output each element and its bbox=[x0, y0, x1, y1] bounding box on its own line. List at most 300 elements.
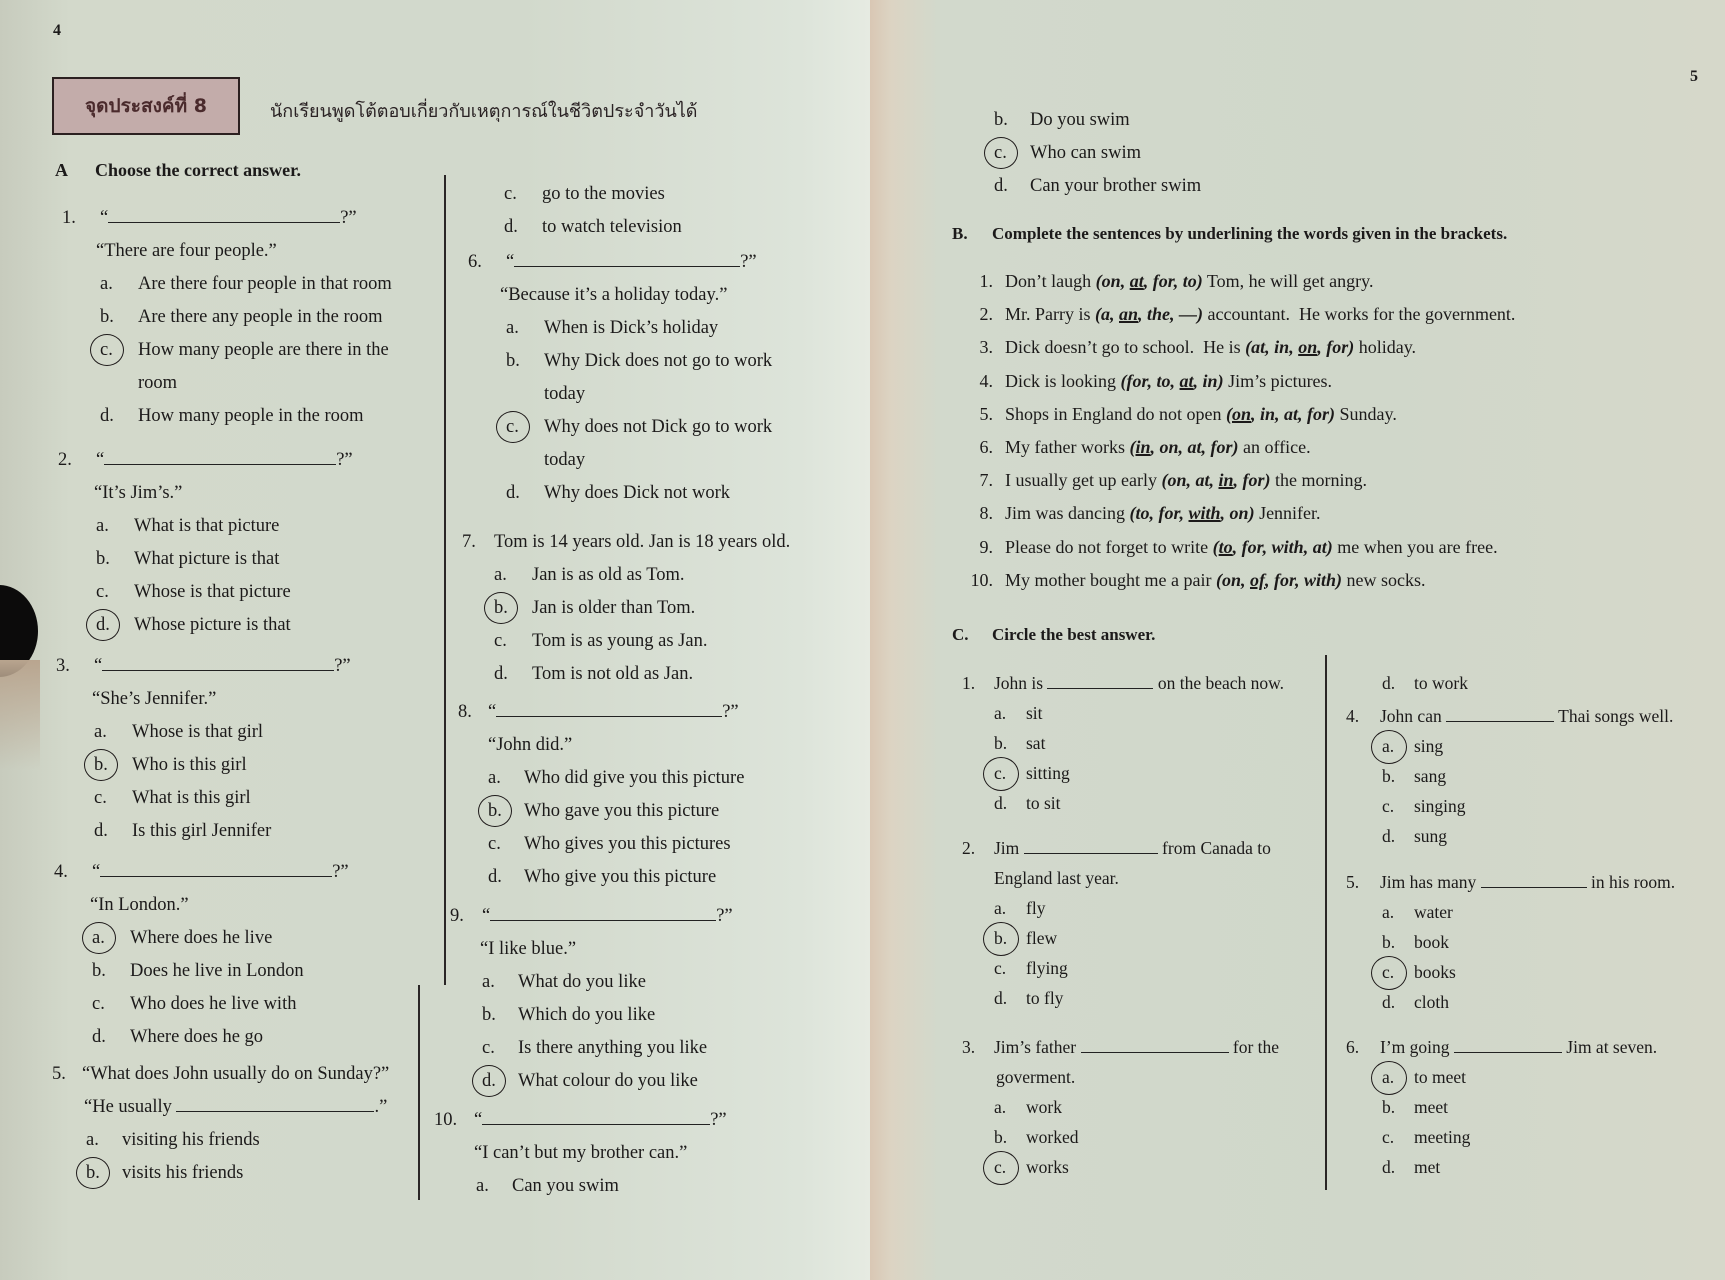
section-b-sentence bbox=[955, 299, 1515, 329]
option-text: Who gave you this picture bbox=[524, 801, 720, 821]
bracket-choice[interactable]: for bbox=[1152, 271, 1174, 291]
sentence-start: Don’t laugh bbox=[1005, 271, 1096, 291]
option-letter: b. bbox=[506, 351, 520, 371]
circled-answer-letter: d. bbox=[482, 1065, 512, 1098]
objective-text: นักเรียนพูดโต้ตอบเกี่ยวกับเหตุการณ์ในชีวิตประจำวันได้ bbox=[270, 101, 698, 122]
sentence-end: me when you are free. bbox=[1332, 536, 1498, 557]
bracket-choices: (at, in, on, for) bbox=[1245, 337, 1355, 358]
option-letter: a. bbox=[1382, 902, 1395, 922]
sentence-start: I’m going bbox=[1380, 1037, 1450, 1057]
response: “Because it’s a holiday today.” bbox=[500, 285, 728, 305]
answer-blank bbox=[108, 221, 340, 223]
option-letter: c. bbox=[482, 1038, 495, 1058]
option-text-continued: today bbox=[544, 450, 586, 470]
sentence-start: John is bbox=[994, 673, 1044, 693]
option-text: flying bbox=[1026, 958, 1068, 978]
bracket-choices: (on, in, at, for) bbox=[1226, 403, 1336, 424]
option-text: Who did give you this picture bbox=[524, 768, 745, 788]
option-text: Do you swim bbox=[1030, 110, 1130, 130]
page-number-right: 5 bbox=[1690, 68, 1698, 85]
response: “She’s Jennifer.” bbox=[92, 689, 217, 709]
option-text: to fly bbox=[1026, 988, 1064, 1008]
option-text: flew bbox=[1026, 928, 1058, 948]
option-text: visiting his friends bbox=[122, 1130, 260, 1150]
response-start: “He usually bbox=[84, 1097, 172, 1117]
option-letter: c. bbox=[994, 958, 1007, 978]
bracket-choice[interactable]: in bbox=[1274, 337, 1290, 358]
sentence-start: Jim was dancing bbox=[1005, 503, 1130, 524]
option-text: Jan is as old as Tom. bbox=[532, 565, 685, 585]
option-text: visits his friends bbox=[122, 1163, 244, 1183]
section-b-sentence bbox=[955, 565, 1426, 595]
section-c-column-divider bbox=[1325, 655, 1327, 1190]
response: “John did.” bbox=[488, 735, 573, 755]
question-number: 8. bbox=[458, 702, 472, 722]
section-b-heading bbox=[952, 224, 1507, 244]
bracket-choice[interactable]: with bbox=[1188, 503, 1221, 524]
option-letter: a. bbox=[96, 516, 109, 536]
open-quote: “ bbox=[506, 252, 515, 272]
sentence-end: the morning. bbox=[1270, 470, 1368, 491]
option-letter: b. bbox=[96, 549, 110, 569]
question-number: 6. bbox=[1346, 1037, 1360, 1057]
bracket-choice[interactable]: on bbox=[1298, 337, 1318, 358]
option-text: What is that picture bbox=[134, 516, 280, 536]
circled-answer-letter: c. bbox=[1382, 957, 1412, 987]
option-text: What colour do you like bbox=[518, 1071, 698, 1091]
question-number: 2. bbox=[962, 838, 976, 858]
option-text: Tom is not old as Jan. bbox=[532, 664, 694, 684]
question-number: 9. bbox=[450, 906, 464, 926]
option-letter: d. bbox=[994, 793, 1008, 813]
sentence-end: in his room. bbox=[1591, 872, 1676, 892]
option-text: water bbox=[1414, 902, 1453, 922]
bracket-choice[interactable]: at bbox=[1195, 470, 1210, 491]
option-letter: b. bbox=[994, 110, 1008, 130]
bracket-choice[interactable]: at bbox=[1312, 536, 1327, 557]
option-text: fly bbox=[1026, 898, 1046, 918]
sentence-number: 9. bbox=[979, 536, 993, 557]
option-text: Who can swim bbox=[1030, 143, 1141, 163]
option-letter: b. bbox=[1382, 766, 1396, 786]
bracket-choice[interactable]: for bbox=[1126, 370, 1148, 391]
bracket-choice[interactable]: for bbox=[1326, 337, 1349, 358]
option-letter: a. bbox=[994, 703, 1007, 723]
option-letter: a. bbox=[100, 274, 113, 294]
bracket-choice[interactable]: on bbox=[1232, 403, 1252, 424]
open-quote: “ bbox=[488, 702, 497, 722]
sentence-end: Sunday. bbox=[1335, 403, 1397, 424]
option-letter: a. bbox=[994, 898, 1007, 918]
answer-blank bbox=[496, 715, 722, 717]
sentence-end: accountant. He works for the government. bbox=[1203, 304, 1516, 325]
option-text: Are there any people in the room bbox=[138, 307, 383, 327]
bracket-choice[interactable]: a bbox=[1101, 304, 1110, 325]
response: “There are four people.” bbox=[96, 241, 277, 261]
response: “It’s Jim’s.” bbox=[94, 483, 183, 503]
column-divider-lower bbox=[418, 985, 420, 1200]
option-text: When is Dick’s holiday bbox=[544, 318, 719, 338]
bracket-choice[interactable]: the bbox=[1147, 304, 1171, 325]
sentence-end: holiday. bbox=[1354, 337, 1417, 358]
circled-answer-letter: b. bbox=[994, 923, 1024, 953]
response: “I can’t but my brother can.” bbox=[474, 1143, 688, 1163]
section-b-sentence bbox=[955, 332, 1416, 362]
option-text: to watch television bbox=[542, 217, 682, 237]
option-letter: a. bbox=[506, 318, 519, 338]
option-text: sitting bbox=[1026, 763, 1070, 783]
sentence-end: from Canada to bbox=[1162, 838, 1271, 858]
bracket-choice[interactable]: to bbox=[1218, 536, 1233, 557]
answer-blank bbox=[1454, 1051, 1562, 1053]
circled-answer-letter: c. bbox=[994, 137, 1024, 170]
option-text: sit bbox=[1026, 703, 1043, 723]
answer-blank bbox=[482, 1123, 710, 1125]
sentence-end: Jennifer. bbox=[1254, 503, 1321, 524]
response: “I like blue.” bbox=[480, 939, 577, 959]
option-text: sat bbox=[1026, 733, 1046, 753]
option-text: Tom is as young as Jan. bbox=[532, 631, 708, 651]
option-text: Who is this girl bbox=[132, 755, 247, 775]
sentence-end: for the bbox=[1232, 1037, 1280, 1057]
bracket-choice[interactable]: on bbox=[1229, 503, 1249, 524]
answer-blank bbox=[1047, 687, 1153, 689]
open-quote: “ bbox=[92, 862, 101, 882]
sentence-start: I usually get up early bbox=[1005, 470, 1162, 491]
option-letter: d. bbox=[488, 867, 502, 887]
option-text: Who give you this picture bbox=[524, 867, 717, 887]
question-number: 3. bbox=[56, 656, 70, 676]
close-quote: ?” bbox=[740, 252, 757, 272]
bracket-choice[interactable]: in bbox=[1218, 470, 1234, 491]
bracket-choices: (to, for, with, on) bbox=[1129, 503, 1255, 524]
option-text: to meet bbox=[1414, 1067, 1466, 1087]
option-text: Does he live in London bbox=[130, 961, 304, 981]
sentence-number: 5. bbox=[979, 403, 993, 424]
bracket-choice[interactable]: at bbox=[1179, 370, 1194, 391]
answer-blank bbox=[102, 669, 334, 671]
bracket-choice[interactable]: for bbox=[1273, 569, 1295, 590]
option-text: Why Dick does not go to work bbox=[544, 351, 773, 371]
option-letter: d. bbox=[1382, 673, 1396, 693]
question-number: 7. bbox=[462, 532, 476, 552]
option-letter: b. bbox=[1382, 932, 1396, 952]
option-text: singing bbox=[1414, 796, 1466, 816]
option-text: Whose is that picture bbox=[134, 582, 291, 602]
option-letter: c. bbox=[488, 834, 501, 854]
option-letter: c. bbox=[94, 788, 107, 808]
option-letter: c. bbox=[494, 631, 507, 651]
option-letter: d. bbox=[1382, 992, 1396, 1012]
circled-answer-letter: c. bbox=[994, 1152, 1024, 1182]
bracket-choice[interactable]: to bbox=[1182, 271, 1197, 291]
option-text: meet bbox=[1414, 1097, 1449, 1117]
option-letter: d. bbox=[506, 483, 520, 503]
sentence-number: 1. bbox=[979, 271, 993, 291]
bracket-choice[interactable]: on bbox=[1221, 569, 1241, 590]
option-text: What picture is that bbox=[134, 549, 280, 569]
circled-answer-letter: c. bbox=[100, 334, 130, 367]
section-b-letter: B. bbox=[952, 224, 968, 243]
close-quote: ?” bbox=[710, 1110, 727, 1130]
bracket-choices: (for, to, at, in) bbox=[1120, 370, 1224, 391]
circled-answer-letter: b. bbox=[94, 749, 124, 782]
answer-blank bbox=[1024, 852, 1158, 854]
option-text: go to the movies bbox=[542, 184, 665, 204]
open-quote: “ bbox=[100, 208, 109, 228]
section-b-sentence bbox=[955, 532, 1498, 562]
sentence-end: Jim’s pictures. bbox=[1223, 370, 1333, 391]
option-text: worked bbox=[1026, 1127, 1079, 1147]
option-letter: b. bbox=[994, 733, 1008, 753]
objective-label-box bbox=[52, 77, 240, 135]
circled-answer-letter: c. bbox=[506, 411, 536, 444]
option-text: Where does he go bbox=[130, 1027, 264, 1047]
option-text: What is this girl bbox=[132, 788, 251, 808]
open-quote: “ bbox=[94, 656, 103, 676]
bracket-choices: (on, of, for, with) bbox=[1215, 569, 1343, 590]
option-letter: d. bbox=[1382, 1157, 1396, 1177]
sentence-continued: goverment. bbox=[996, 1067, 1076, 1087]
sentence-number: 10. bbox=[970, 569, 993, 590]
bracket-choices: (in, on, at, for) bbox=[1129, 437, 1239, 457]
open-quote: “ bbox=[96, 450, 105, 470]
section-c-title: Circle the best answer. bbox=[992, 625, 1156, 644]
bracket-choice[interactable]: to bbox=[1156, 370, 1171, 391]
page-number-left: 4 bbox=[53, 22, 61, 39]
close-quote: ?” bbox=[332, 862, 349, 882]
question-number: 10. bbox=[434, 1110, 458, 1130]
sentence-number: 6. bbox=[979, 437, 993, 457]
bracket-choice[interactable]: at bbox=[1129, 271, 1144, 291]
circled-answer-letter: b. bbox=[494, 592, 524, 625]
open-quote: “ bbox=[482, 906, 491, 926]
option-letter: a. bbox=[86, 1130, 99, 1150]
section-b-sentence bbox=[955, 266, 1373, 296]
sentence-number: 2. bbox=[979, 304, 993, 325]
bracket-choice[interactable]: for bbox=[1210, 437, 1233, 457]
sentence-end: an office. bbox=[1238, 437, 1311, 457]
option-text-continued: room bbox=[138, 373, 178, 393]
open-quote: “ bbox=[474, 1110, 483, 1130]
option-text: books bbox=[1414, 962, 1456, 982]
option-letter: a. bbox=[94, 722, 107, 742]
circled-answer-letter: b. bbox=[86, 1157, 116, 1190]
sentence-start: My mother bought me a pair bbox=[1005, 569, 1216, 590]
sentence-start: Jim has many bbox=[1380, 872, 1477, 892]
question-number: 5. bbox=[1346, 872, 1360, 892]
option-text: book bbox=[1414, 932, 1449, 952]
bracket-choice[interactable]: with bbox=[1304, 569, 1337, 590]
option-text: to work bbox=[1414, 673, 1468, 693]
option-letter: d. bbox=[94, 821, 108, 841]
circled-answer-letter: b. bbox=[488, 795, 518, 828]
option-text: sung bbox=[1414, 826, 1448, 846]
option-text: How many people in the room bbox=[138, 406, 364, 426]
option-letter: d. bbox=[1382, 826, 1396, 846]
option-text: cloth bbox=[1414, 992, 1449, 1012]
option-letter: b. bbox=[100, 307, 114, 327]
bracket-choice[interactable]: to bbox=[1135, 503, 1150, 524]
option-text: Are there four people in that room bbox=[138, 274, 392, 294]
option-text: Why does Dick not work bbox=[544, 483, 730, 503]
bracket-choice[interactable]: at bbox=[1251, 337, 1266, 358]
option-letter: b. bbox=[994, 1127, 1008, 1147]
option-text: What do you like bbox=[518, 972, 646, 992]
column-divider bbox=[444, 175, 446, 985]
sentence-start: Dick doesn’t go to school. He is bbox=[1005, 337, 1246, 358]
bracket-choice[interactable]: on bbox=[1101, 271, 1121, 291]
section-b-sentence bbox=[955, 366, 1332, 396]
option-text: Who does he live with bbox=[130, 994, 297, 1014]
sentence-end: Jim at seven. bbox=[1566, 1037, 1658, 1057]
bracket-choice[interactable]: in bbox=[1135, 437, 1151, 457]
option-text: Is this girl Jennifer bbox=[132, 821, 272, 841]
option-text: work bbox=[1026, 1097, 1062, 1117]
question-number: 1. bbox=[62, 208, 76, 228]
sentence-start: Mr. Parry is bbox=[1005, 304, 1095, 325]
bracket-choices: (to, for, with, at) bbox=[1212, 536, 1333, 557]
bracket-choice[interactable]: an bbox=[1119, 304, 1139, 325]
option-letter: a. bbox=[488, 768, 501, 788]
option-letter: a. bbox=[494, 565, 507, 585]
sentence-start: Dick is looking bbox=[1005, 370, 1121, 391]
question-number: 4. bbox=[54, 862, 68, 882]
response: “In London.” bbox=[90, 895, 189, 915]
bracket-choices: (on, at, for, to) bbox=[1095, 271, 1203, 291]
question-number: 4. bbox=[1346, 706, 1360, 726]
option-text: Jan is older than Tom. bbox=[532, 598, 696, 618]
sentence-end: on the beach now. bbox=[1157, 673, 1285, 693]
sentence-start: John can bbox=[1380, 706, 1442, 726]
option-letter: b. bbox=[482, 1005, 496, 1025]
option-text: Who gives you this pictures bbox=[524, 834, 731, 854]
circled-answer-letter: a. bbox=[1382, 731, 1412, 761]
answer-blank bbox=[100, 875, 332, 877]
close-quote: ?” bbox=[716, 906, 733, 926]
circled-answer-letter: c. bbox=[994, 758, 1024, 788]
sentence-start: Shops in England do not open bbox=[1005, 403, 1226, 424]
option-text: Can your brother swim bbox=[1030, 176, 1202, 196]
close-quote: ?” bbox=[334, 656, 351, 676]
section-b-sentence bbox=[955, 465, 1367, 495]
option-text: sing bbox=[1414, 736, 1444, 756]
question-prompt: Tom is 14 years old. Jan is 18 years old. bbox=[494, 532, 791, 552]
answer-blank bbox=[176, 1110, 374, 1112]
option-text: to sit bbox=[1026, 793, 1061, 813]
question-number: 6. bbox=[468, 252, 482, 272]
option-text-continued: today bbox=[544, 384, 586, 404]
option-text: Whose picture is that bbox=[134, 615, 291, 635]
option-letter: c. bbox=[92, 994, 105, 1014]
section-c-letter: C. bbox=[952, 625, 969, 644]
question-number: 5. bbox=[52, 1064, 66, 1084]
option-text: Which do you like bbox=[518, 1005, 656, 1025]
section-a-heading bbox=[55, 160, 301, 181]
option-text: met bbox=[1414, 1157, 1441, 1177]
question-number: 2. bbox=[58, 450, 72, 470]
sentence-start: Jim bbox=[994, 838, 1020, 858]
bracket-choice[interactable]: — bbox=[1179, 304, 1198, 325]
sentence-number: 7. bbox=[979, 470, 993, 491]
option-letter: c. bbox=[1382, 1127, 1395, 1147]
option-text: Why does not Dick go to work bbox=[544, 417, 773, 437]
answer-blank bbox=[514, 265, 740, 267]
answer-blank bbox=[1481, 886, 1587, 888]
bracket-choice[interactable]: in bbox=[1202, 370, 1218, 391]
section-c-heading bbox=[952, 625, 1155, 645]
answer-blank bbox=[1446, 720, 1554, 722]
sentence-end: Thai songs well. bbox=[1558, 706, 1674, 726]
option-text: Where does he live bbox=[130, 928, 273, 948]
section-a-letter: A bbox=[55, 160, 68, 180]
option-text: works bbox=[1026, 1157, 1069, 1177]
bracket-choice[interactable]: of bbox=[1249, 569, 1265, 590]
option-text: Can you swim bbox=[512, 1176, 619, 1196]
bracket-choice[interactable]: on bbox=[1167, 470, 1187, 491]
bracket-choice[interactable]: with bbox=[1271, 536, 1304, 557]
bracket-choice[interactable]: for bbox=[1241, 536, 1263, 557]
option-letter: a. bbox=[482, 972, 495, 992]
option-letter: c. bbox=[504, 184, 517, 204]
option-text: sang bbox=[1414, 766, 1447, 786]
option-letter: b. bbox=[1382, 1097, 1396, 1117]
option-letter: a. bbox=[476, 1176, 489, 1196]
close-quote: ?” bbox=[336, 450, 353, 470]
option-letter: d. bbox=[494, 664, 508, 684]
objective-label: จุดประสงค์ที่ 8 bbox=[85, 95, 207, 117]
bracket-choice[interactable]: for bbox=[1307, 403, 1330, 424]
question-number: 1. bbox=[962, 673, 976, 693]
bracket-choice[interactable]: in bbox=[1260, 403, 1276, 424]
option-letter: a. bbox=[994, 1097, 1007, 1117]
sentence-number: 3. bbox=[979, 337, 993, 358]
sentence-number: 8. bbox=[979, 503, 993, 524]
option-text: How many people are there in the bbox=[138, 340, 389, 360]
sentence-start: Please do not forget to write bbox=[1005, 536, 1213, 557]
bracket-choice[interactable]: at bbox=[1284, 403, 1299, 424]
sentence-continued: England last year. bbox=[994, 868, 1119, 888]
question-prompt: “What does John usually do on Sunday?” bbox=[82, 1064, 390, 1084]
bracket-choice[interactable]: for bbox=[1242, 470, 1265, 491]
option-text: meeting bbox=[1414, 1127, 1471, 1147]
bracket-choice[interactable]: for bbox=[1158, 503, 1180, 524]
bracket-choices: (a, an, the, —) bbox=[1095, 304, 1204, 325]
sentence-end: new socks. bbox=[1342, 569, 1426, 590]
section-a-title: Choose the correct answer. bbox=[95, 160, 301, 180]
option-text: Is there anything you like bbox=[518, 1038, 708, 1058]
option-letter: d. bbox=[100, 406, 114, 426]
option-letter: c. bbox=[1382, 796, 1395, 816]
close-quote: ?” bbox=[722, 702, 739, 722]
option-letter: b. bbox=[92, 961, 106, 981]
question-number: 3. bbox=[962, 1037, 976, 1057]
option-letter: d. bbox=[994, 176, 1008, 196]
close-quote: ?” bbox=[340, 208, 357, 228]
answer-blank bbox=[104, 463, 336, 465]
sentence-start: Jim’s father bbox=[994, 1037, 1077, 1057]
circled-answer-letter: d. bbox=[96, 609, 126, 642]
answer-blank bbox=[490, 919, 716, 921]
sentence-end: Tom, he will get angry. bbox=[1202, 271, 1374, 291]
binding-stain bbox=[0, 660, 40, 770]
option-text: Whose is that girl bbox=[132, 722, 264, 742]
sentence-number: 4. bbox=[979, 370, 993, 391]
section-b-sentence bbox=[955, 399, 1397, 429]
bracket-choice[interactable]: at bbox=[1187, 437, 1202, 457]
bracket-choice[interactable]: on bbox=[1159, 437, 1179, 457]
option-letter: d. bbox=[994, 988, 1008, 1008]
